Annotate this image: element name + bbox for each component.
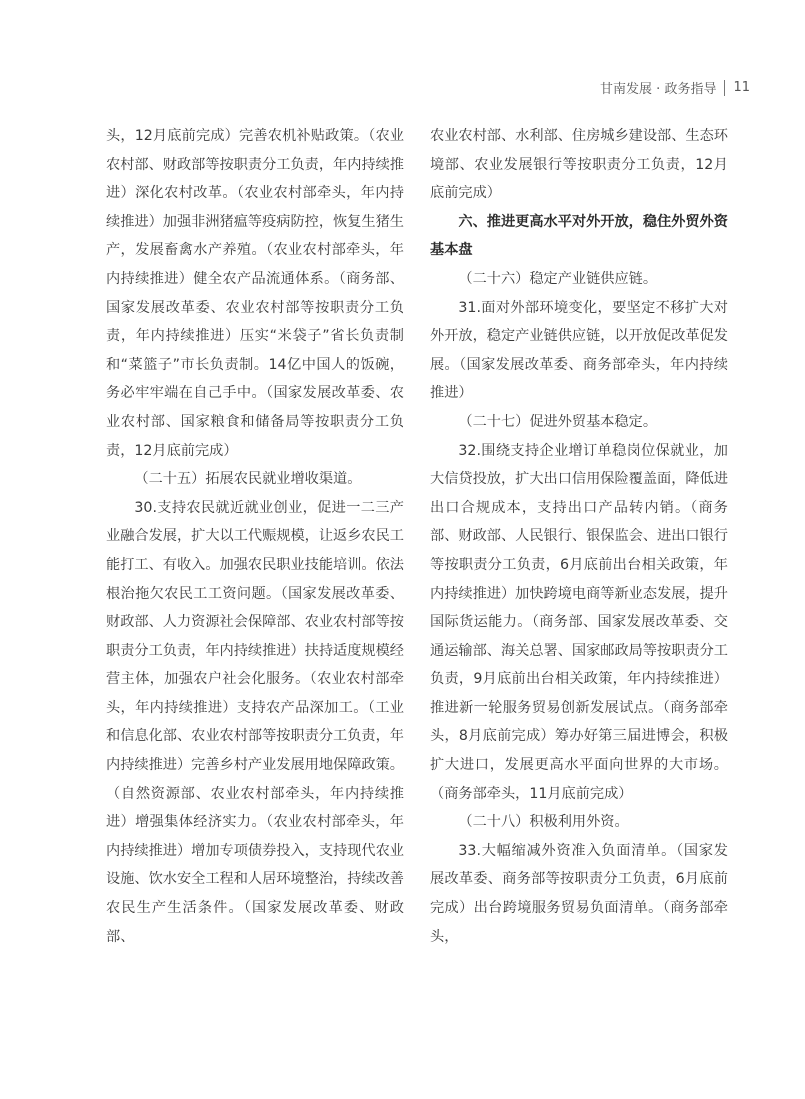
paragraph-32: 32.围绕支持企业增订单稳岗位保就业，加大信贷投放，扩大出口信用保险覆盖面，降低进出口合规成本，支持出口产品转内销。（商务部、财政部、人民银行、银保监会、进出口银行等按职责分工负责，6月底前出台相关政策，年内持续推进）加快跨境电商等新业态发展，提升国际货运能力。（商务部、国家发展改革委、交通运输部、海关总署、国家邮政局等按职责分工负责，9月底前出台相关政策，年内持续推进）推进新一轮服务贸易创新发展试点。（商务部牵头，8月底前完成）筹办好第三届进博会，积极扩大进口，发展更高水平面向世界的大市场。（商务部牵头，11月底前完成） (430, 442, 728, 802)
page-header (600, 78, 750, 97)
section-heading-6: 六、推进更高水平对外开放，稳住外贸外资基本盘 (430, 213, 728, 259)
paragraph-33: 33.大幅缩减外资准入负面清单。（国家发展改革委、商务部等按职责分工负责，6月底前完成）出台跨境服务贸易负面清单。（商务部牵头， (430, 842, 728, 945)
paragraph-continued: 头，12月底前完成）完善农机补贴政策。（农业农村部、财政部等按职责分工负责，年内持续推进）深化农村改革。（农业农村部牵头，年内持续推进）加强非洲猪瘟等疫病防控，恢复生猪生产，发展畜禽水产养殖。（农业农村部牵头，年内持续推进）健全农产品流通体系。（商务部、国家发展改革委、农业农村部等按职责分工负责，年内持续推进）压实“米袋子”省长负责制和“菜篮子”市长负责制。14亿中国人的饭碗，务必牢牢端在自己手中。（国家发展改革委、农业农村部、国家粮食和储备局等按职责分工负责，12月底前完成） (106, 128, 404, 459)
paragraph-31: 31.面对外部环境变化，要坚定不移扩大对外开放，稳定产业链供应链，以开放促改革促发展。（国家发展改革委、商务部牵头，年内持续推进） (430, 299, 728, 402)
right-column (430, 122, 728, 951)
left-column (106, 122, 404, 951)
subheading-27: （二十七）促进外贸基本稳定。 (458, 413, 658, 430)
paragraph-30: 30.支持农民就近就业创业，促进一二三产业融合发展，扩大以工代赈规模，让返乡农民工能打工、有收入。加强农民职业技能培训。依法根治拖欠农民工工资问题。（国家发展改革委、财政部、人力资源社会保障部、农业农村部等按职责分工负责，年内持续推进）扶持适度规模经营主体，加强农户社会化服务。（农业农村部牵头，年内持续推进）支持农产品深加工。（工业和信息化部、农业农村部等按职责分工负责，年内持续推进）完善乡村产业发展用地保障政策。（自然资源部、农业农村部牵头，年内持续推进）增强集体经济实力。（农业农村部牵头，年内持续推进）增加专项债券投入，支持现代农业设施、饮水安全工程和人居环境整治，持续改善农民生产生活条件。（国家发展改革委、财政部、 (106, 499, 404, 945)
paragraph-continued-right: 农业农村部、水利部、住房城乡建设部、生态环境部、农业发展银行等按职责分工负责，12月底前完成） (430, 128, 728, 202)
page-number: 11 (733, 80, 750, 95)
publication-name: 甘南发展 · 政务指导 (600, 82, 717, 97)
subheading-28: （二十八）积极利用外资。 (458, 814, 629, 831)
subheading-26: （二十六）稳定产业链供应链。 (458, 270, 658, 287)
subheading-25: （二十五）拓展农民就业增收渠道。 (134, 471, 362, 488)
header-divider (724, 80, 725, 96)
